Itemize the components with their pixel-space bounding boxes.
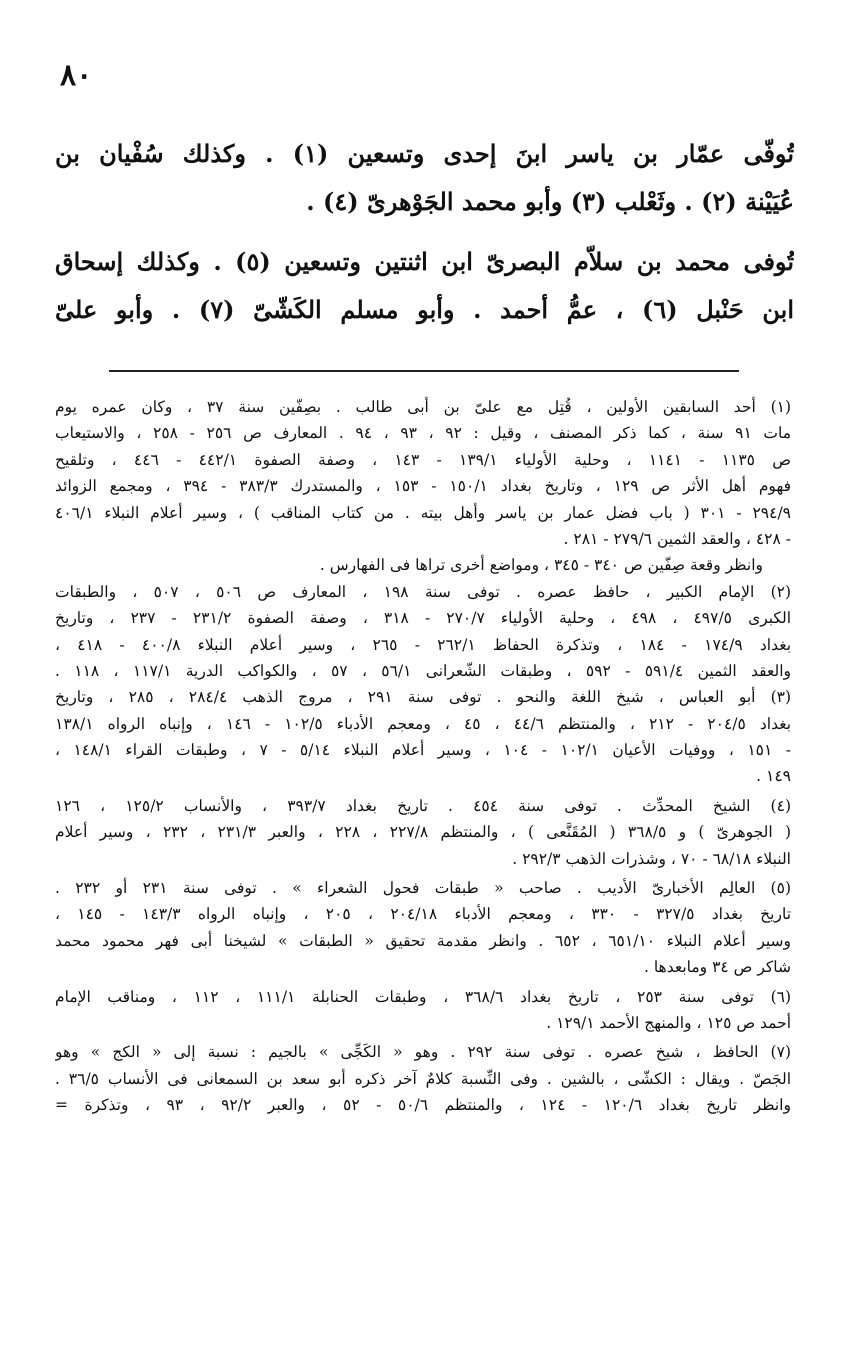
main-line: ابن حَنْبل (٦) ، عمُّ أحمد . وأبو مسلم الكَشّىّ (٧) . وأبو علىّ — [55, 295, 794, 324]
footnote-line: - ٤٢٨ ، والعقد الثمين ٢٧٩/٦ - ٢٨١ . — [563, 529, 791, 548]
footnote-line: مات ٩١ سنة ، كما ذكر المصنف ، وقيل : ٩٢ ، ٩٣ ، ٩٤ . المعارف ص ٢٥٦ - ٢٥٨ ، والاستيعاب — [55, 424, 791, 443]
footnote-line: (٦) توفى سنة ٢٥٣ ، تاريخ بغداد ٣٦٨/٦ ، وطبقات الحنابلة ١١١/١ ، ١١٢ ، ومناقب الإمام — [55, 987, 791, 1006]
footnote-line: الكبرى ٤٩٧/٥ ، ٤٩٨ ، وحلية الأولياء ٢٧٠/٧ - ٣١٨ ، وصفة الصفوة ٢٣١/٢ - ٢٣٧ ، وتاريخ — [55, 609, 791, 628]
footnote-line: النبلاء ٦٨/١٨ - ٧٠ ، وشذرات الذهب ٢٩٢/٣ . — [512, 849, 791, 868]
footnote-line: وانظر تاريخ بغداد ١٢٠/٦ - ١٢٤ ، والمنتظم ٥٠/٦ - ٥٢ ، والعبر ٩٢/٢ ، ٩٣ ، وتذكرة = — [55, 1096, 791, 1115]
footnote-7 — [55, 1039, 791, 1118]
footnote-line: (١) أحد السابقين الأولين ، قُتِل مع علىّ بن أبى طالب . بصِفّين سنة ٣٧ ، وكان عمره يوم — [55, 398, 791, 416]
footnote-6 — [55, 984, 791, 1037]
footnote-2 — [55, 579, 791, 685]
footnote-line: ( الجوهرىّ ) و ٣٦٨/٥ ( المُقَنَّعى ) ، والمنتظم ٢٢٧/٨ ، ٢٢٨ ، والعبر ٢٣١/٣ ، ٢٣٢ ، وسير أعلام — [55, 823, 791, 842]
main-line: تُوفى محمد بن سلاّم البصرىّ ابن اثنتين وتسعين (٥) . وكذلك إسحاق — [55, 247, 794, 276]
page-number: ٨٠ — [60, 58, 93, 93]
footnote-line: تاريخ بغداد ٣٢٧/٥ - ٣٣٠ ، ومعجم الأدباء ٢٠٤/١٨ ، ٢٠٥ ، وإنباه الرواه ١٤٣/٣ - ١٤٥ ، — [55, 905, 791, 924]
footnote-1 — [55, 394, 791, 579]
footnote-line: ١٤٩ . — [756, 767, 791, 786]
footnote-line: (٥) العالِم الأخبارىّ الأديب . صاحب « طبقات فحول الشعراء » . توفى سنة ٢٣١ أو ٢٣٢ . — [55, 879, 791, 898]
footnote-line: ص ١١٣٥ - ١١٤١ ، وحلية الأولياء ١٣٩/١ - ١٤٣ ، وصفة الصفوة ٤٤٢/١ - ٤٤٦ ، وتلقيح — [55, 450, 791, 469]
main-text — [55, 130, 794, 346]
footnotes — [55, 394, 791, 1119]
footnote-line: وسير أعلام النبلاء ٦٥١/١٠ ، ٦٥٢ . وانظر مقدمة تحقيق « الطبقات » لشيخنا أبى فهر محمود محمد — [55, 931, 791, 950]
footnote-line: الجَصّ . ويقال : الكشّى ، بالشين . وفى النِّسبة كلامٌ آخر ذكره أبو سعد بن السمعانى فى الأنساب ٣٦/٥ . — [55, 1069, 791, 1088]
main-paragraph — [55, 238, 794, 334]
footnote-line: (٤) الشيخ المحدِّث . توفى سنة ٤٥٤ . تاريخ بغداد ٣٩٣/٧ ، والأنساب ١٢٥/٢ ، ١٢٦ — [55, 796, 791, 815]
footnote-line: (٢) الإمام الكبير ، حافظ عصره . توفى سنة ١٩٨ ، المعارف ص ٥٠٦ ، ٥٠٧ ، والطبقات — [55, 582, 791, 601]
footnote-divider — [109, 370, 739, 372]
footnote-line: ٢٩٤/٩ - ٣٠١ ( باب فضل عمار بن ياسر وأهل بيته . من كتاب المناقب ) ، وسير أعلام النبلاء ٤٠٦/١ — [55, 503, 791, 522]
footnote-line: والعقد الثمين ٥٩١/٤ - ٥٩٢ ، وطبقات الشّعرانى ٥٦/١ ، ٥٧ ، والكواكب الدرية ١١٧/١ ، ١١٨ . — [55, 661, 791, 680]
main-line: عُيَيْنة (٢) . وثَعْلب (٣) وأبو محمد الجَوْهرىّ (٤) . — [306, 187, 794, 216]
footnote-line: (٣) أبو العباس ، شيخ اللغة والنحو . توفى سنة ٢٩١ ، مروج الذهب ٢٨٤/٤ ، ٢٨٥ ، وتاريخ — [55, 688, 791, 707]
main-paragraph — [55, 130, 794, 226]
footnote-line: - ١٥١ ، ووفيات الأعيان ١٠٢/١ - ١٠٤ ، وسير أعلام النبلاء ٥/١٤ - ٧ ، وطبقات القراء ١٤٨/١ ، — [55, 741, 791, 760]
main-line: تُوفّى عمّار بن ياسر ابنَ إحدى وتسعين (١) . وكذلك سُفْيان بن — [55, 139, 794, 168]
footnote-line: شاكر ص ٣٤ ومابعدها . — [643, 958, 791, 977]
footnote-line: وانظر وقعة صِفّين ص ٣٤٠ - ٣٤٥ ، ومواضع أخرى تراها فى الفهارس . — [319, 556, 763, 575]
footnote-line: فهوم أهل الأثر ص ١٢٩ ، وتاريخ بغداد ١٥٠/١ - ١٥٣ ، والمستدرك ٣٨٣/٣ - ٣٩٤ ، ومجمع الزوائد — [55, 477, 791, 496]
footnote-line: (٧) الحافظ ، شيخ عصره . توفى سنة ٢٩٢ . وهو « الكَجِّى » بالجيم : نسبة إلى « الكج » وهو — [55, 1043, 791, 1062]
footnote-line: بغداد ٢٠٤/٥ - ٢١٢ ، والمنتظم ٤٤/٦ ، ٤٥ ، ومعجم الأدباء ١٠٢/٥ - ١٤٦ ، وإنباه الرواه ١٣٨/١ — [55, 714, 791, 733]
footnote-4 — [55, 793, 791, 872]
footnote-5 — [55, 875, 791, 981]
footnote-line: أحمد ص ١٢٥ ، والمنهج الأحمد ١٢٩/١ . — [546, 1013, 791, 1032]
footnote-line: بغداد ١٧٤/٩ - ١٨٤ ، وتذكرة الحفاظ ٢٦٢/١ - ٢٦٥ ، وسير أعلام النبلاء ٤٠٠/٨ - ٤١٨ ، — [55, 635, 791, 654]
footnote-3 — [55, 684, 791, 790]
